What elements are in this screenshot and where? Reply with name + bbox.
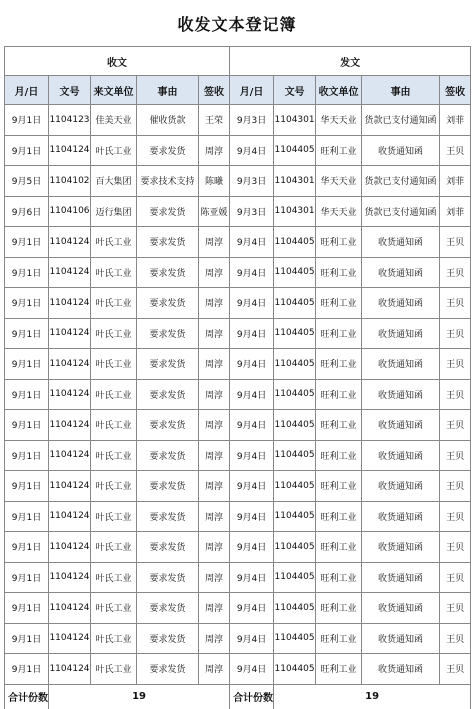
received-unit-cell: 叶氏工业 bbox=[91, 623, 137, 654]
received-doc-no-cell: 1104124 bbox=[49, 318, 91, 349]
received-doc-no-cell: 1104124 bbox=[49, 593, 91, 624]
received-subject-cell: 要求发货 bbox=[137, 593, 199, 624]
table-row bbox=[5, 349, 471, 380]
received-date-cell: 9月6日 bbox=[5, 196, 49, 227]
received-signer-cell: 周淳 bbox=[199, 349, 230, 380]
received-unit-cell: 叶氏工业 bbox=[91, 440, 137, 471]
sent-subject-cell: 收货通知函 bbox=[362, 593, 440, 624]
received-unit-cell: 叶氏工业 bbox=[91, 593, 137, 624]
sent-signer-cell: 刘菲 bbox=[440, 196, 471, 227]
received-subject-cell: 要求发货 bbox=[137, 288, 199, 319]
table-row bbox=[5, 166, 471, 197]
col-header-doc-no: 文号 bbox=[49, 76, 91, 105]
received-unit-cell: 叶氏工业 bbox=[91, 654, 137, 685]
sent-subject-cell: 收货通知函 bbox=[362, 562, 440, 593]
table-row bbox=[5, 227, 471, 258]
received-doc-no-cell: 1104102 bbox=[49, 166, 91, 197]
sent-signer-cell: 王贝 bbox=[440, 257, 471, 288]
sent-date-cell: 9月3日 bbox=[230, 166, 274, 197]
received-date-cell: 9月1日 bbox=[5, 532, 49, 563]
table-row bbox=[5, 196, 471, 227]
received-subject-cell: 要求发货 bbox=[137, 318, 199, 349]
sent-subject-cell: 货款已支付通知函 bbox=[362, 196, 440, 227]
sent-subject-cell: 收货通知函 bbox=[362, 349, 440, 380]
sent-doc-no-cell: 1104405 bbox=[274, 623, 316, 654]
received-unit-cell: 叶氏工业 bbox=[91, 135, 137, 166]
received-unit-cell: 叶氏工业 bbox=[91, 349, 137, 380]
sent-unit-cell: 旺利工业 bbox=[316, 257, 362, 288]
sent-subject-cell: 收货通知函 bbox=[362, 318, 440, 349]
received-subject-cell: 要求发货 bbox=[137, 501, 199, 532]
sent-unit-cell: 旺利工业 bbox=[316, 227, 362, 258]
sent-date-cell: 9月4日 bbox=[230, 654, 274, 685]
sent-doc-no-cell: 1104405 bbox=[274, 440, 316, 471]
received-unit-cell: 叶氏工业 bbox=[91, 501, 137, 532]
sent-doc-no-cell: 1104405 bbox=[274, 410, 316, 441]
sent-total-count: 19 bbox=[274, 684, 471, 709]
sent-unit-cell: 旺利工业 bbox=[316, 318, 362, 349]
sent-unit-cell: 华天天业 bbox=[316, 166, 362, 197]
received-subject-cell: 要求发货 bbox=[137, 562, 199, 593]
received-date-cell: 9月1日 bbox=[5, 410, 49, 441]
sent-section-title: 发文 bbox=[230, 47, 471, 76]
sent-unit-cell: 旺利工业 bbox=[316, 410, 362, 441]
received-date-cell: 9月1日 bbox=[5, 135, 49, 166]
received-date-cell: 9月1日 bbox=[5, 440, 49, 471]
sent-signer-cell: 王贝 bbox=[440, 501, 471, 532]
register-table bbox=[4, 46, 471, 709]
sent-doc-no-cell: 1104405 bbox=[274, 227, 316, 258]
received-doc-no-cell: 1104124 bbox=[49, 288, 91, 319]
sent-doc-no-cell: 1104301 bbox=[274, 105, 316, 136]
received-doc-no-cell: 1104124 bbox=[49, 501, 91, 532]
sent-signer-cell: 王贝 bbox=[440, 379, 471, 410]
totals-row bbox=[5, 684, 471, 709]
sent-date-cell: 9月4日 bbox=[230, 532, 274, 563]
section-header-row bbox=[5, 47, 471, 76]
received-date-cell: 9月1日 bbox=[5, 501, 49, 532]
received-signer-cell: 周淳 bbox=[199, 593, 230, 624]
sent-subject-cell: 收货通知函 bbox=[362, 135, 440, 166]
col-header-signer: 签收 bbox=[440, 76, 471, 105]
received-doc-no-cell: 1104106 bbox=[49, 196, 91, 227]
received-doc-no-cell: 1104124 bbox=[49, 410, 91, 441]
sent-doc-no-cell: 1104301 bbox=[274, 196, 316, 227]
received-signer-cell: 周淳 bbox=[199, 257, 230, 288]
received-doc-no-cell: 1104124 bbox=[49, 257, 91, 288]
sent-signer-cell: 王贝 bbox=[440, 440, 471, 471]
sent-subject-cell: 收货通知函 bbox=[362, 288, 440, 319]
received-unit-cell: 叶氏工业 bbox=[91, 562, 137, 593]
received-unit-cell: 叶氏工业 bbox=[91, 471, 137, 502]
sent-unit-cell: 华天天业 bbox=[316, 196, 362, 227]
received-date-cell: 9月1日 bbox=[5, 257, 49, 288]
received-doc-no-cell: 1104124 bbox=[49, 349, 91, 380]
sent-subject-cell: 货款已支付通知函 bbox=[362, 166, 440, 197]
sent-doc-no-cell: 1104301 bbox=[274, 166, 316, 197]
received-doc-no-cell: 1104124 bbox=[49, 532, 91, 563]
table-row bbox=[5, 471, 471, 502]
sent-date-cell: 9月4日 bbox=[230, 257, 274, 288]
sent-signer-cell: 王贝 bbox=[440, 349, 471, 380]
sent-date-cell: 9月4日 bbox=[230, 410, 274, 441]
sent-unit-cell: 旺利工业 bbox=[316, 532, 362, 563]
sent-date-cell: 9月4日 bbox=[230, 288, 274, 319]
col-header-subject: 事由 bbox=[137, 76, 199, 105]
received-date-cell: 9月1日 bbox=[5, 349, 49, 380]
sent-date-cell: 9月4日 bbox=[230, 318, 274, 349]
received-date-cell: 9月1日 bbox=[5, 105, 49, 136]
sent-doc-no-cell: 1104405 bbox=[274, 135, 316, 166]
received-subject-cell: 要求技术支持 bbox=[137, 166, 199, 197]
received-subject-cell: 催收货款 bbox=[137, 105, 199, 136]
received-date-cell: 9月1日 bbox=[5, 318, 49, 349]
sent-signer-cell: 王贝 bbox=[440, 135, 471, 166]
received-unit-cell: 叶氏工业 bbox=[91, 532, 137, 563]
sent-doc-no-cell: 1104405 bbox=[274, 654, 316, 685]
received-unit-cell: 叶氏工业 bbox=[91, 318, 137, 349]
received-doc-no-cell: 1104124 bbox=[49, 227, 91, 258]
sent-signer-cell: 王贝 bbox=[440, 288, 471, 319]
sent-unit-cell: 旺利工业 bbox=[316, 623, 362, 654]
received-signer-cell: 周淳 bbox=[199, 410, 230, 441]
received-signer-cell: 陈亚媛 bbox=[199, 196, 230, 227]
received-signer-cell: 周淳 bbox=[199, 471, 230, 502]
sent-subject-cell: 收货通知函 bbox=[362, 623, 440, 654]
sent-doc-no-cell: 1104405 bbox=[274, 532, 316, 563]
sent-subject-cell: 收货通知函 bbox=[362, 410, 440, 441]
col-header-subject: 事由 bbox=[362, 76, 440, 105]
received-unit-cell: 佳美天业 bbox=[91, 105, 137, 136]
received-doc-no-cell: 1104124 bbox=[49, 379, 91, 410]
received-section-title: 收文 bbox=[5, 47, 230, 76]
sent-subject-cell: 货款已支付通知函 bbox=[362, 105, 440, 136]
received-subject-cell: 要求发货 bbox=[137, 410, 199, 441]
received-date-cell: 9月1日 bbox=[5, 379, 49, 410]
received-date-cell: 9月1日 bbox=[5, 593, 49, 624]
received-signer-cell: 周淳 bbox=[199, 440, 230, 471]
received-subject-cell: 要求发货 bbox=[137, 196, 199, 227]
sent-signer-cell: 王贝 bbox=[440, 593, 471, 624]
sent-signer-cell: 王贝 bbox=[440, 654, 471, 685]
table-row bbox=[5, 440, 471, 471]
sent-doc-no-cell: 1104405 bbox=[274, 318, 316, 349]
received-date-cell: 9月1日 bbox=[5, 471, 49, 502]
received-signer-cell: 周淳 bbox=[199, 135, 230, 166]
received-subject-cell: 要求发货 bbox=[137, 349, 199, 380]
sent-signer-cell: 王贝 bbox=[440, 623, 471, 654]
received-signer-cell: 周淳 bbox=[199, 532, 230, 563]
sent-signer-cell: 王贝 bbox=[440, 410, 471, 441]
sent-doc-no-cell: 1104405 bbox=[274, 349, 316, 380]
sent-doc-no-cell: 1104405 bbox=[274, 288, 316, 319]
table-row bbox=[5, 593, 471, 624]
received-unit-cell: 叶氏工业 bbox=[91, 257, 137, 288]
sent-unit-cell: 旺利工业 bbox=[316, 562, 362, 593]
sent-doc-no-cell: 1104405 bbox=[274, 562, 316, 593]
sent-doc-no-cell: 1104405 bbox=[274, 501, 316, 532]
received-doc-no-cell: 1104123 bbox=[49, 105, 91, 136]
table-row bbox=[5, 105, 471, 136]
received-signer-cell: 周淳 bbox=[199, 379, 230, 410]
sent-unit-cell: 华天天业 bbox=[316, 105, 362, 136]
table-row bbox=[5, 288, 471, 319]
table-row bbox=[5, 410, 471, 441]
sent-subject-cell: 收货通知函 bbox=[362, 227, 440, 258]
received-subject-cell: 要求发货 bbox=[137, 379, 199, 410]
received-signer-cell: 周淳 bbox=[199, 562, 230, 593]
received-subject-cell: 要求发货 bbox=[137, 257, 199, 288]
sent-date-cell: 9月4日 bbox=[230, 623, 274, 654]
sent-subject-cell: 收货通知函 bbox=[362, 471, 440, 502]
received-signer-cell: 周淳 bbox=[199, 623, 230, 654]
received-signer-cell: 陈曦 bbox=[199, 166, 230, 197]
sent-signer-cell: 刘菲 bbox=[440, 166, 471, 197]
sent-date-cell: 9月4日 bbox=[230, 471, 274, 502]
sent-unit-cell: 旺利工业 bbox=[316, 593, 362, 624]
col-header-doc-no: 文号 bbox=[274, 76, 316, 105]
sent-date-cell: 9月3日 bbox=[230, 196, 274, 227]
sent-unit-cell: 旺利工业 bbox=[316, 501, 362, 532]
column-header-row bbox=[5, 76, 471, 105]
received-date-cell: 9月5日 bbox=[5, 166, 49, 197]
received-subject-cell: 要求发货 bbox=[137, 532, 199, 563]
sent-doc-no-cell: 1104405 bbox=[274, 379, 316, 410]
sent-date-cell: 9月3日 bbox=[230, 105, 274, 136]
received-signer-cell: 周淳 bbox=[199, 318, 230, 349]
sent-signer-cell: 王贝 bbox=[440, 318, 471, 349]
received-unit-cell: 迈行集团 bbox=[91, 196, 137, 227]
sent-date-cell: 9月4日 bbox=[230, 349, 274, 380]
sent-signer-cell: 王贝 bbox=[440, 471, 471, 502]
received-total-label: 合计份数 bbox=[5, 684, 49, 709]
sent-date-cell: 9月4日 bbox=[230, 593, 274, 624]
received-unit-cell: 叶氏工业 bbox=[91, 227, 137, 258]
received-unit-cell: 叶氏工业 bbox=[91, 288, 137, 319]
sent-subject-cell: 收货通知函 bbox=[362, 501, 440, 532]
sent-subject-cell: 收货通知函 bbox=[362, 257, 440, 288]
sent-date-cell: 9月4日 bbox=[230, 562, 274, 593]
received-date-cell: 9月1日 bbox=[5, 227, 49, 258]
sent-unit-cell: 旺利工业 bbox=[316, 471, 362, 502]
sent-date-cell: 9月4日 bbox=[230, 135, 274, 166]
col-header-date: 月/日 bbox=[5, 76, 49, 105]
received-unit-cell: 百大集团 bbox=[91, 166, 137, 197]
received-subject-cell: 要求发货 bbox=[137, 471, 199, 502]
received-doc-no-cell: 1104124 bbox=[49, 623, 91, 654]
table-row bbox=[5, 318, 471, 349]
received-total-count: 19 bbox=[49, 684, 230, 709]
received-signer-cell: 周淳 bbox=[199, 227, 230, 258]
received-subject-cell: 要求发货 bbox=[137, 623, 199, 654]
sent-signer-cell: 刘菲 bbox=[440, 105, 471, 136]
received-subject-cell: 要求发货 bbox=[137, 654, 199, 685]
sent-subject-cell: 收货通知函 bbox=[362, 532, 440, 563]
received-date-cell: 9月1日 bbox=[5, 654, 49, 685]
received-unit-cell: 叶氏工业 bbox=[91, 410, 137, 441]
received-unit-cell: 叶氏工业 bbox=[91, 379, 137, 410]
received-signer-cell: 周淳 bbox=[199, 288, 230, 319]
col-header-from-unit: 来文单位 bbox=[91, 76, 137, 105]
sent-date-cell: 9月4日 bbox=[230, 440, 274, 471]
sent-signer-cell: 王贝 bbox=[440, 227, 471, 258]
received-doc-no-cell: 1104124 bbox=[49, 471, 91, 502]
sent-unit-cell: 旺利工业 bbox=[316, 288, 362, 319]
received-doc-no-cell: 1104124 bbox=[49, 562, 91, 593]
col-header-date: 月/日 bbox=[230, 76, 274, 105]
sent-subject-cell: 收货通知函 bbox=[362, 379, 440, 410]
received-date-cell: 9月1日 bbox=[5, 623, 49, 654]
sent-unit-cell: 旺利工业 bbox=[316, 440, 362, 471]
sent-date-cell: 9月4日 bbox=[230, 227, 274, 258]
sent-doc-no-cell: 1104405 bbox=[274, 471, 316, 502]
sent-unit-cell: 旺利工业 bbox=[316, 135, 362, 166]
sent-unit-cell: 旺利工业 bbox=[316, 379, 362, 410]
sent-subject-cell: 收货通知函 bbox=[362, 654, 440, 685]
table-row bbox=[5, 532, 471, 563]
received-subject-cell: 要求发货 bbox=[137, 440, 199, 471]
sent-date-cell: 9月4日 bbox=[230, 379, 274, 410]
sent-doc-no-cell: 1104405 bbox=[274, 257, 316, 288]
sent-total-label: 合计份数 bbox=[230, 684, 274, 709]
received-signer-cell: 周淳 bbox=[199, 501, 230, 532]
sent-subject-cell: 收货通知函 bbox=[362, 440, 440, 471]
received-signer-cell: 周淳 bbox=[199, 654, 230, 685]
sent-unit-cell: 旺利工业 bbox=[316, 654, 362, 685]
table-row bbox=[5, 562, 471, 593]
table-row bbox=[5, 379, 471, 410]
table-row bbox=[5, 501, 471, 532]
received-doc-no-cell: 1104124 bbox=[49, 654, 91, 685]
sent-doc-no-cell: 1104405 bbox=[274, 593, 316, 624]
table-row bbox=[5, 257, 471, 288]
received-subject-cell: 要求发货 bbox=[137, 227, 199, 258]
received-date-cell: 9月1日 bbox=[5, 562, 49, 593]
received-subject-cell: 要求发货 bbox=[137, 135, 199, 166]
table-row bbox=[5, 623, 471, 654]
sent-signer-cell: 王贝 bbox=[440, 532, 471, 563]
received-doc-no-cell: 1104124 bbox=[49, 440, 91, 471]
col-header-to-unit: 收文单位 bbox=[316, 76, 362, 105]
received-signer-cell: 王荣 bbox=[199, 105, 230, 136]
received-date-cell: 9月1日 bbox=[5, 288, 49, 319]
sent-unit-cell: 旺利工业 bbox=[316, 349, 362, 380]
col-header-signer: 签收 bbox=[199, 76, 230, 105]
table-row bbox=[5, 135, 471, 166]
sent-signer-cell: 王贝 bbox=[440, 562, 471, 593]
sent-date-cell: 9月4日 bbox=[230, 501, 274, 532]
table-row bbox=[5, 654, 471, 685]
received-doc-no-cell: 1104124 bbox=[49, 135, 91, 166]
page-title: 收发文本登记簿 bbox=[177, 15, 297, 34]
